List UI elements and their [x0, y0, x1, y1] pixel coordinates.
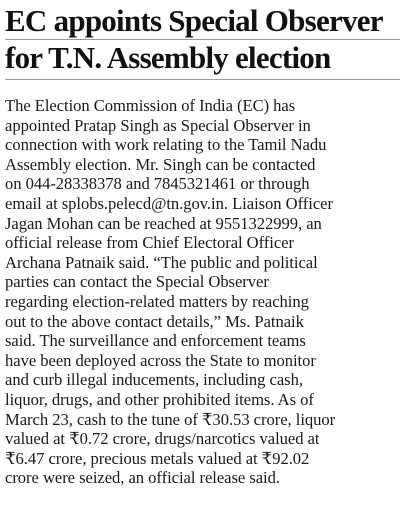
headline-line-2: for T.N. Assembly election [5, 40, 331, 75]
body-line: regarding election-related matters by reaching [5, 291, 309, 311]
body-line: March 23, cash to the tune of ₹30.53 crore, liquor [5, 409, 336, 429]
headline-rule-bottom [5, 79, 400, 80]
news-article [5, 2, 403, 488]
body-line: ₹6.47 crore, precious metals valued at ₹92.02 [5, 448, 310, 468]
body-line: Assembly election. Mr. Singh can be contacted [5, 154, 316, 174]
body-line: crore were seized, an official release said. [5, 468, 280, 488]
body-line: official release from Chief Electoral Officer [5, 233, 294, 253]
body-line: The Election Commission of India (EC) has [5, 96, 296, 115]
body-line: and curb illegal inducements, including cash, [5, 370, 303, 390]
body-line: parties can contact the Special Observer [5, 272, 269, 292]
body-line: said. The surveillance and enforcement teams [5, 331, 306, 351]
headline-line-1: EC appoints Special Observer [5, 3, 383, 38]
body-line: out to the above contact details,” Ms. Patnaik [5, 311, 304, 331]
body-line: connection with work relating to the Tamil Nadu [5, 135, 327, 155]
body-line: appointed Pratap Singh as Special Observer in [5, 115, 311, 135]
body-line: Archana Patnaik said. “The public and political [5, 252, 318, 272]
body-line: Jagan Mohan can be reached at 9551322999, an [5, 213, 322, 233]
body-line: valued at ₹0.72 crore, drugs/narcotics valued at [5, 429, 320, 449]
body-line: email at splobs.pelecd@tn.gov.in. Liaison Officer [5, 193, 333, 213]
body-line: liquor, drugs, and other prohibited items. As of [5, 389, 314, 409]
headline-rule-top [5, 39, 400, 40]
body-line: on 044-28338378 and 7845321461 or through [5, 174, 310, 194]
article-body [5, 96, 403, 488]
body-line: have been deployed across the State to monitor [5, 350, 316, 370]
